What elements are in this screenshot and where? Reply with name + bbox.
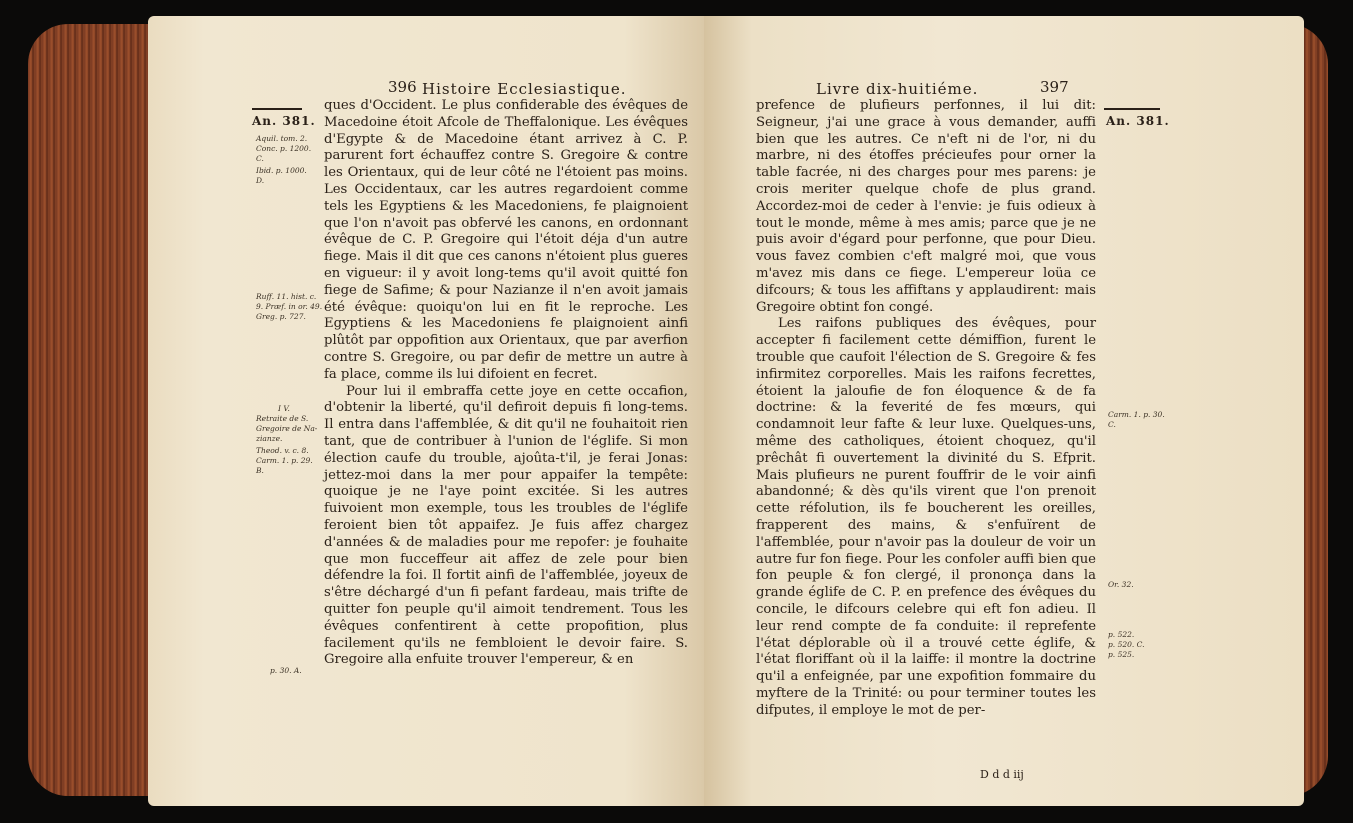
margin-note: D. (256, 176, 265, 185)
right-margin-notes (1108, 16, 1188, 806)
margin-note: Aquil. tom. 2. (256, 134, 308, 143)
year-label: An. 381. (252, 114, 316, 128)
margin-note: Carm. 1. p. 30. (1108, 410, 1165, 419)
page-number: 396 (388, 78, 417, 96)
margin-note: B. (256, 466, 264, 475)
margin-note: p. 522. (1108, 630, 1135, 639)
paragraph: prefence de plufieurs perfonnes, il lui dit: Seigneur, j'ai une grace à vous demander, auffi bien que les autres. Ce n'eft ni de l'or, ni du marbre, ni des étoffes précieufes pour orner la table facrée, ni des charges pour mes parens: je crois meriter quelque chofe de plus grand. Accordez-moi de ceder à l'envie: je fuis odieux à tout le monde, même à mes amis; parce que je ne puis avoir d'égard pour perfonne, que pour Dieu. vous favez combien c'eft malgré moi, que vous m'avez mis dans ce fiege. L'empereur loüa ce difcours; & tous les affiftans y applaudirent: mais Gregoire obtint fon congé. (756, 98, 1096, 315)
margin-note: Greg. p. 727. (256, 312, 306, 321)
margin-note: Retraite de S. (256, 414, 309, 423)
paragraph: ques d'Occident. Le plus confiderable des évêques de Macedoine étoit Afcole de Theffalonique. Les évêques d'Egypte & de Macedoine étant arrivez à C. P. parurent fort échauffez contre S. Gregoire & contre les Orientaux, qui de leur côté ne l'étoient pas moins. Les Occidentaux, car les autres regardoient comme tels les Egyptiens & les Macedoniens, fe plaignoient que l'on n'avoit pas obfervé les canons, en ordonnant évêque de C. P. Gregoire qui l'étoit déja d'un autre fiege. Mais il dit que ces canons n'étoient plus gueres en vigueur: il y avoit long-tems qu'il avoit quitté fon fiege de Safime; & pour Nazianze il n'en avoit jamais été évêque: quoiqu'on lui en fit le reproche. Les Egyptiens & les Macedoniens fe plaignoient ainfi plûtôt par oppofition aux Orientaux, que par averfion contre S. Gregoire, ou par defir de mettre un autre à fa place, comme ils lui difoient en fecret. (324, 98, 688, 382)
paragraph: Pour lui il embraffa cette joye en cette occafion, d'obtenir la liberté, qu'il defiroit depuis fi long-tems. Il entra dans l'affemblée, & dit qu'il ne fouhaitoit rien tant, que de contribuer à l'union de l'églife. Si mon élection caufe du trouble, ajoûta-t'il, je ferai Jonas: jettez-moi dans la mer pour appaifer la tempête: quoique je ne l'aye point excitée. Si les autres fuivoient mon exemple, tous les troubles de l'églife feroient bien tôt appaifez. Je fuis affez chargez d'années & de maladies pour me repofer: je fouhaite que mon fucceffeur ait affez de zele pour bien défendre la foi. Il fortit ainfi de l'affemblée, joyeux de s'être déchargé d'un fi pefant fardeau, mais trifte de quitter fon peuple qu'il aimoit tendrement. Tous les évêques confentirent à cette propofition, plus facilement qu'ils ne fembloient le devoir faire. S. Gregoire alla enfuite trouver l'empereur, & en (324, 383, 688, 668)
margin-note: C. (1108, 420, 1116, 429)
page-number: 397 (1040, 78, 1069, 96)
margin-note: Or. 32. (1108, 580, 1134, 589)
margin-note: Theod. v. c. 8. (256, 446, 309, 455)
margin-note: Ibid. p. 1000. (256, 166, 307, 175)
left-page-edges (28, 24, 168, 796)
margin-note: zianze. (256, 434, 283, 443)
margin-note: p. 30. A. (270, 666, 302, 675)
margin-note: p. 525. (1108, 650, 1135, 659)
margin-note: p. 520. C. (1108, 640, 1145, 649)
right-body-text (756, 98, 1096, 719)
right-page (704, 16, 1304, 806)
year-label: An. 381. (1106, 114, 1170, 128)
paragraph: Les raifons publiques des évêques, pour accepter fi facilement cette démiffion, furent le trouble que caufoit l'élection de S. Gregoire & fes infirmitez corporelles. Mais les raifons fecrettes, étoient la jaloufie de fon éloquence & de fa doctrine: & la feverité de fes mœurs, qui condamnoit leur fafte & leur luxe. Quelques-uns, même des catholiques, étoient choquez, qu'il prêchât fi ouvertement la divinité du S. Efprit. Mais plufieurs ne purent fouffrir de le voir ainfi abandonné; & dès qu'ils virent que l'on prenoit cette réfolution, ils fe boucherent les oreilles, frapperent des mains, & s'enfuïrent de l'affemblée, pour n'avoir pas la douleur de voir un autre fur fon fiege. Pour les confoler auffi bien que fon peuple & fon clergé, il prononça dans la grande églife de C. P. en prefence des évêques du concile, le difcours celebre qui eft fon adieu. Il leur rend compte de fa conduite: il reprefente l'état déplorable où il a trouvé cette églife, & l'état floriffant où il la laiffe: il montre la doctrine qu'il a enfeignée, par une expofition fommaire du myftere de la Trinité: ou pour terminer toutes les difputes, il employe le mot de per- (756, 316, 1096, 718)
open-book (28, 6, 1328, 818)
signature-mark: D d d iij (980, 768, 1024, 781)
margin-note: 9. Præf. in or. 49. (256, 302, 323, 311)
margin-note: C. (256, 154, 264, 163)
margin-note: I V. (278, 404, 290, 413)
left-body-text (324, 98, 688, 669)
left-margin-notes (256, 16, 323, 806)
margin-note: Conc. p. 1200. (256, 144, 312, 153)
margin-note: Ruff. 11. hist. c. (256, 292, 317, 301)
running-head: Histoire Ecclesiastique. (422, 80, 627, 98)
left-page (148, 16, 708, 806)
margin-note: Carm. 1. p. 29. (256, 456, 313, 465)
margin-note: Gregoire de Na- (256, 424, 318, 433)
running-head: Livre dix-huitiéme. (816, 80, 979, 98)
